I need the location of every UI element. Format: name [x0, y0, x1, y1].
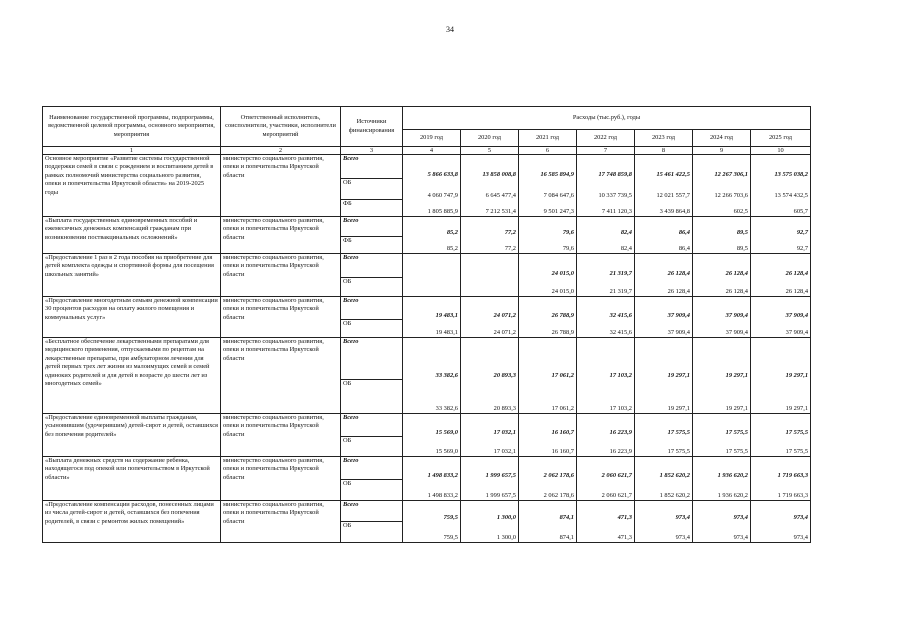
year-values [519, 254, 577, 297]
year-values [577, 457, 635, 501]
year-values [403, 155, 461, 217]
source-value: 82,4 [620, 244, 632, 252]
total-value: 16 223,9 [609, 428, 632, 436]
header-year: 2019 год [403, 130, 461, 147]
table-row [43, 457, 811, 501]
column-number: 6 [519, 147, 577, 155]
year-values [751, 217, 811, 254]
funding-source: Всего [341, 501, 402, 522]
column-number: 2 [221, 147, 341, 155]
year-values [693, 501, 751, 543]
year-values [461, 297, 519, 338]
total-value: 17 103,2 [609, 371, 632, 379]
table-row [43, 414, 811, 457]
year-values [693, 457, 751, 501]
year-values [577, 217, 635, 254]
total-value: 17 748 859,8 [598, 170, 632, 178]
source-value: 1 999 657,5 [485, 491, 516, 499]
total-value: 13 858 008,8 [482, 170, 516, 178]
table-row [43, 338, 811, 414]
page-number: 34 [446, 25, 454, 34]
source-value: 12 266 703,6 [714, 191, 748, 199]
header-name: Наименование государственной программы, подпрограммы, ведомственной целевой программы, основного мероприятия, мероприятия [43, 107, 221, 147]
year-values [635, 217, 693, 254]
source-value: 37 909,4 [725, 328, 748, 336]
source-value: 1 852 620,2 [659, 491, 690, 499]
measure-name: Основное мероприятие «Развитие системы государственной поддержки семей в связи с рождением и воспитанием детей в рамках полномочий министерства социального развития, опеки и попечительства Иркутской области» на 2019-2025 годы [43, 155, 221, 217]
source-value: 1 719 663,3 [777, 491, 809, 499]
year-values [635, 155, 693, 217]
year-values [461, 338, 519, 414]
source-value: 37 909,4 [785, 328, 809, 336]
measure-name: «Предоставление многодетным семьям денежной компенсации 30 процентов расходов на оплату жилого помещения и коммунальных услуг» [43, 297, 221, 338]
total-value: 24 071,2 [493, 311, 516, 319]
column-number: 4 [403, 147, 461, 155]
source-value: 605,7 [793, 207, 809, 215]
year-values [403, 338, 461, 414]
year-values [461, 501, 519, 543]
header-expenses: Расходы (тыс.руб.), годы [403, 107, 811, 130]
funding-source: ОБ [343, 437, 352, 444]
source-value: 7 084 647,6 [543, 191, 574, 199]
year-values [635, 254, 693, 297]
year-values [751, 501, 811, 543]
year-values [519, 501, 577, 543]
source-value: 26 128,4 [725, 287, 748, 295]
year-values [519, 338, 577, 414]
total-value: 26 128,4 [725, 269, 748, 277]
total-value: 17 061,2 [551, 371, 574, 379]
year-values [577, 155, 635, 217]
source-value: 17 575,5 [725, 447, 748, 455]
executor: министерство социального развития, опеки и попечительства Иркутской области [221, 217, 341, 254]
total-value: 86,4 [678, 228, 690, 236]
source-value [461, 278, 518, 296]
year-values [519, 155, 577, 217]
year-values [635, 297, 693, 338]
total-value: 471,3 [617, 513, 632, 521]
source-value: 19 483,1 [435, 328, 458, 336]
funding-sources [341, 457, 403, 501]
column-number: 5 [461, 147, 519, 155]
column-number: 9 [693, 147, 751, 155]
source-value: 33 382,6 [435, 404, 458, 412]
total-value: 973,4 [733, 513, 748, 521]
year-values [577, 338, 635, 414]
header-executor: Ответственный исполнитель, соисполнители, участники, исполнители мероприятий [221, 107, 341, 147]
year-values [519, 457, 577, 501]
source-value: 7 411 120,3 [601, 207, 632, 215]
source-value: 602,5 [733, 207, 748, 215]
year-values [751, 155, 811, 217]
total-value: 37 909,4 [667, 311, 690, 319]
year-values [403, 217, 461, 254]
total-value: 79,6 [562, 228, 574, 236]
year-values [577, 414, 635, 457]
total-value: 89,5 [736, 228, 748, 236]
total-value: 759,5 [443, 513, 458, 521]
source-value: 1 300,0 [496, 533, 516, 541]
year-values [403, 457, 461, 501]
funding-source: Всего [341, 297, 402, 320]
source-value: 92,7 [796, 244, 809, 252]
column-numbers-row [43, 147, 811, 155]
measure-name: «Бесплатное обеспечение лекарственными препаратами для медицинского применения, отпускаемыми по рецептам на лекарственные препараты, при амбулаторном лечении для детей первых трех лет жизни из малоимущих семей и семей одиноких родителей и для детей в возрасте до шести лет из многодетных семей» [43, 338, 221, 414]
funding-source: ОБ [343, 278, 352, 285]
total-value [461, 254, 518, 278]
year-values [577, 501, 635, 543]
source-value: 1 805 885,9 [427, 207, 458, 215]
budget-table [42, 106, 811, 543]
year-values [751, 414, 811, 457]
source-value: 12 021 557,7 [656, 191, 690, 199]
source-value: 1 498 833,2 [427, 491, 458, 499]
total-value: 37 909,4 [785, 311, 809, 319]
funding-source: ОБ [343, 320, 352, 327]
total-value: 33 382,6 [435, 371, 458, 379]
year-values [519, 217, 577, 254]
source-value: 89,5 [736, 244, 748, 252]
total-value: 19 297,1 [785, 371, 809, 379]
total-value: 82,4 [620, 228, 632, 236]
header-year: 2021 год [519, 130, 577, 147]
header-year: 2024 год [693, 130, 751, 147]
total-value: 13 575 038,2 [774, 170, 809, 178]
source-value: 17 575,5 [667, 447, 690, 455]
year-values [693, 338, 751, 414]
source-value: 24 071,2 [493, 328, 516, 336]
column-number: 7 [577, 147, 635, 155]
source-value: 77,2 [504, 244, 516, 252]
total-value: 1 498 833,2 [427, 471, 458, 479]
funding-source: Всего [341, 155, 402, 179]
executor: министерство социального развития, опеки и попечительства Иркутской области [221, 501, 341, 543]
source-value: 17 103,2 [609, 404, 632, 412]
source-value: 19 297,1 [725, 404, 748, 412]
header-year: 2022 год [577, 130, 635, 147]
source-value: 26 788,9 [551, 328, 574, 336]
table-row [43, 297, 811, 338]
header-year: 2023 год [635, 130, 693, 147]
executor: министерство социального развития, опеки и попечительства Иркутской области [221, 414, 341, 457]
source-value: 2 060 621,7 [601, 491, 632, 499]
source-value: 6 645 477,4 [485, 191, 516, 199]
year-values [693, 155, 751, 217]
total-value: 26 788,9 [551, 311, 574, 319]
source-value: 26 128,4 [667, 287, 690, 295]
source-value: 471,3 [617, 533, 632, 541]
year-values [693, 254, 751, 297]
source-value: 13 574 432,5 [774, 191, 809, 199]
source-value: 874,1 [559, 533, 574, 541]
source-value: 9 501 247,3 [543, 207, 574, 215]
executor: министерство социального развития, опеки и попечительства Иркутской области [221, 297, 341, 338]
total-value: 1 852 620,2 [659, 471, 690, 479]
source-value: 19 297,1 [667, 404, 690, 412]
year-values [577, 297, 635, 338]
total-value: 26 128,4 [667, 269, 690, 277]
table-row [43, 254, 811, 297]
source-value [403, 278, 460, 296]
total-value: 19 297,1 [667, 371, 690, 379]
funding-source: Всего [341, 217, 402, 237]
table-row [43, 217, 811, 254]
column-number: 10 [751, 147, 811, 155]
total-value: 16 160,7 [551, 428, 574, 436]
measure-name: «Выплата государственных единовременных пособий и ежемесячных денежных компенсаций гражданам при возникновении поствакцинальных осложнений» [43, 217, 221, 254]
executor: министерство социального развития, опеки и попечительства Иркутской области [221, 457, 341, 501]
total-value: 5 866 633,8 [427, 170, 458, 178]
funding-sources [341, 501, 403, 543]
year-values [635, 457, 693, 501]
source-value: 15 569,0 [435, 447, 458, 455]
total-value: 17 032,1 [493, 428, 516, 436]
executor: министерство социального развития, опеки и попечительства Иркутской области [221, 254, 341, 297]
total-value: 26 128,4 [785, 269, 809, 277]
total-value: 1 936 620,2 [717, 471, 748, 479]
total-value: 85,2 [446, 228, 458, 236]
year-values [403, 297, 461, 338]
total-value: 77,2 [504, 228, 516, 236]
year-values [461, 155, 519, 217]
source-value: 10 337 739,5 [598, 191, 632, 199]
year-values [635, 414, 693, 457]
year-values [751, 338, 811, 414]
total-value: 973,4 [675, 513, 690, 521]
source-value: 2 062 178,6 [543, 491, 574, 499]
source-value: 1 936 620,2 [717, 491, 748, 499]
total-value: 2 062 178,6 [543, 471, 574, 479]
table-row [43, 501, 811, 543]
source-value: 973,4 [793, 533, 809, 541]
table-row [43, 155, 811, 217]
total-value: 16 585 894,9 [540, 170, 574, 178]
total-value: 19 297,1 [725, 371, 748, 379]
year-values [693, 217, 751, 254]
funding-source: Всего [341, 414, 402, 437]
total-value: 1 300,0 [496, 513, 516, 521]
header-year: 2020 год [461, 130, 519, 147]
funding-source: Всего [341, 254, 402, 278]
column-number: 8 [635, 147, 693, 155]
funding-sources [341, 155, 403, 217]
total-value: 874,1 [559, 513, 574, 521]
funding-sources [341, 414, 403, 457]
total-value: 12 267 306,1 [714, 170, 748, 178]
total-value: 2 060 621,7 [601, 471, 632, 479]
funding-sources [341, 297, 403, 338]
source-value: 79,6 [562, 244, 574, 252]
year-values [519, 297, 577, 338]
total-value: 20 893,3 [493, 371, 516, 379]
total-value: 17 575,5 [785, 428, 809, 436]
total-value: 15 569,0 [435, 428, 458, 436]
year-values [403, 254, 461, 297]
source-value: 16 223,9 [609, 447, 632, 455]
source-value: 37 909,4 [667, 328, 690, 336]
measure-name: «Предоставление единовременной выплаты гражданам, усыновившим (удочерившим) детей-сирот и детей, оставшихся без попечения родителей» [43, 414, 221, 457]
year-values [693, 297, 751, 338]
funding-source: ОБ [343, 522, 352, 529]
total-value: 973,4 [793, 513, 809, 521]
funding-sources [341, 217, 403, 254]
source-value: 17 032,1 [493, 447, 516, 455]
source-value: 20 893,3 [493, 404, 516, 412]
funding-source: ФБ [343, 200, 352, 207]
source-value: 759,5 [443, 533, 458, 541]
source-value: 4 060 747,9 [427, 191, 458, 199]
measure-name: «Предоставление 1 раз в 2 года пособия на приобретение для детей комплекта одежды и спортивной формы для посещения школьных занятий» [43, 254, 221, 297]
year-values [577, 254, 635, 297]
source-value: 973,4 [675, 533, 690, 541]
source-value: 24 015,0 [551, 287, 574, 295]
source-value: 21 319,7 [609, 287, 632, 295]
measure-name: «Предоставление компенсации расходов, понесенных лицами из числа детей-сирот и детей, оставшихся без попечения родителей, в связи с ремонтом жилых помещений» [43, 501, 221, 543]
table-body [43, 155, 811, 543]
year-values [635, 501, 693, 543]
source-value: 16 160,7 [551, 447, 574, 455]
total-value: 17 575,5 [725, 428, 748, 436]
funding-source: ОБ [343, 480, 352, 487]
total-value: 37 909,4 [725, 311, 748, 319]
source-value: 86,4 [678, 244, 690, 252]
funding-sources [341, 338, 403, 414]
funding-source: Всего [341, 457, 402, 480]
source-value: 3 439 864,8 [659, 207, 690, 215]
executor: министерство социального развития, опеки и попечительства Иркутской области [221, 155, 341, 217]
measure-name: «Выплата денежных средств на содержание ребенка, находящегося под опекой или попечительством в Иркутской области» [43, 457, 221, 501]
source-value: 973,4 [733, 533, 748, 541]
year-values [751, 457, 811, 501]
source-value: 85,2 [446, 244, 458, 252]
funding-source: ОБ [343, 380, 352, 387]
total-value: 15 461 422,5 [656, 170, 690, 178]
year-values [519, 414, 577, 457]
header-source: Источники финансирования [341, 107, 403, 147]
year-values [461, 457, 519, 501]
year-values [403, 414, 461, 457]
year-values [403, 501, 461, 543]
funding-source: ОБ [341, 179, 402, 200]
year-values [461, 414, 519, 457]
source-value: 32 415,6 [609, 328, 632, 336]
total-value [403, 254, 460, 278]
column-number: 3 [341, 147, 403, 155]
column-number: 1 [43, 147, 221, 155]
source-value: 26 128,4 [785, 287, 809, 295]
source-value: 19 297,1 [785, 404, 809, 412]
total-value: 1 999 657,5 [485, 471, 516, 479]
year-values [635, 338, 693, 414]
total-value: 1 719 663,3 [777, 471, 809, 479]
year-values [461, 217, 519, 254]
total-value: 92,7 [796, 228, 809, 236]
executor: министерство социального развития, опеки и попечительства Иркутской области [221, 338, 341, 414]
funding-source: ФБ [343, 237, 352, 244]
year-values [751, 297, 811, 338]
total-value: 21 319,7 [609, 269, 632, 277]
total-value: 19 483,1 [435, 311, 458, 319]
source-value: 7 212 531,4 [485, 207, 516, 215]
source-value: 17 575,5 [785, 447, 809, 455]
header-year: 2025 год [751, 130, 811, 147]
funding-source: Всего [341, 338, 402, 380]
year-values [461, 254, 519, 297]
total-value: 32 415,6 [609, 311, 632, 319]
total-value: 24 015,0 [551, 269, 574, 277]
year-values [693, 414, 751, 457]
total-value: 17 575,5 [667, 428, 690, 436]
source-value: 17 061,2 [551, 404, 574, 412]
year-values [751, 254, 811, 297]
funding-sources [341, 254, 403, 297]
